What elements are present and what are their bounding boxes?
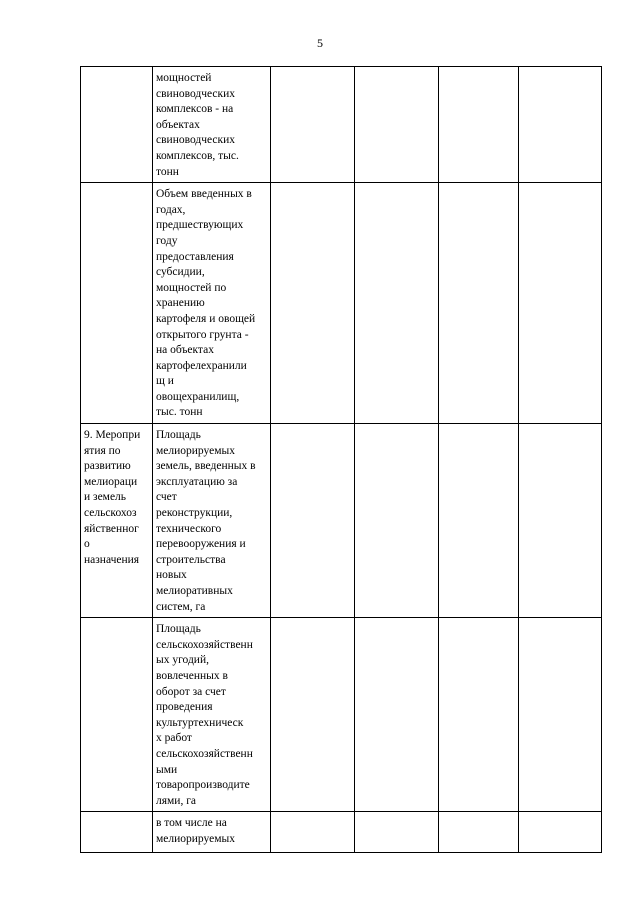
value-cell xyxy=(519,424,602,618)
indicator-cell: мощностей свиноводческих комплексов - на объектах свиноводческих комплексов, тыс. тонн xyxy=(153,67,271,183)
activity-cell xyxy=(81,67,153,183)
indicators-table xyxy=(80,66,602,853)
table-row xyxy=(81,67,602,183)
table-row xyxy=(81,812,602,853)
value-cell xyxy=(519,812,602,853)
value-cell xyxy=(355,67,439,183)
table-row xyxy=(81,424,602,618)
indicator-cell: Площадь сельскохозяйственн ых угодий, вовлеченных в оборот за счет проведения культуртехническ х работ сельскохозяйственн ыми товаропроизводите лями, га xyxy=(153,618,271,812)
indicator-cell: Площадь мелиорируемых земель, введенных в эксплуатацию за счет реконструкции, технического перевооружения и строительства новых мелиоративных систем, га xyxy=(153,424,271,618)
activity-cell xyxy=(81,183,153,424)
activity-cell: 9. Меропри ятия по развитию мелиораци и земель сельскохоз яйственног о назначения xyxy=(81,424,153,618)
value-cell xyxy=(355,183,439,424)
value-cell xyxy=(439,67,519,183)
value-cell xyxy=(439,618,519,812)
value-cell xyxy=(519,618,602,812)
activity-cell xyxy=(81,812,153,853)
value-cell xyxy=(355,424,439,618)
value-cell xyxy=(355,812,439,853)
value-cell xyxy=(271,67,355,183)
value-cell xyxy=(519,183,602,424)
page-number: 5 xyxy=(317,36,323,50)
table-row xyxy=(81,183,602,424)
table-row xyxy=(81,618,602,812)
value-cell xyxy=(271,424,355,618)
value-cell xyxy=(271,183,355,424)
value-cell xyxy=(271,812,355,853)
value-cell xyxy=(439,424,519,618)
indicator-cell: Объем введенных в годах, предшествующих году предоставления субсидии, мощностей по хранению картофеля и овощей открытого грунта - на объектах картофелехранили щ и овощехранилищ, тыс. тонн xyxy=(153,183,271,424)
indicator-cell: в том числе на мелиорируемых xyxy=(153,812,271,853)
value-cell xyxy=(355,618,439,812)
value-cell xyxy=(439,183,519,424)
value-cell xyxy=(519,67,602,183)
value-cell xyxy=(271,618,355,812)
activity-cell xyxy=(81,618,153,812)
value-cell xyxy=(439,812,519,853)
